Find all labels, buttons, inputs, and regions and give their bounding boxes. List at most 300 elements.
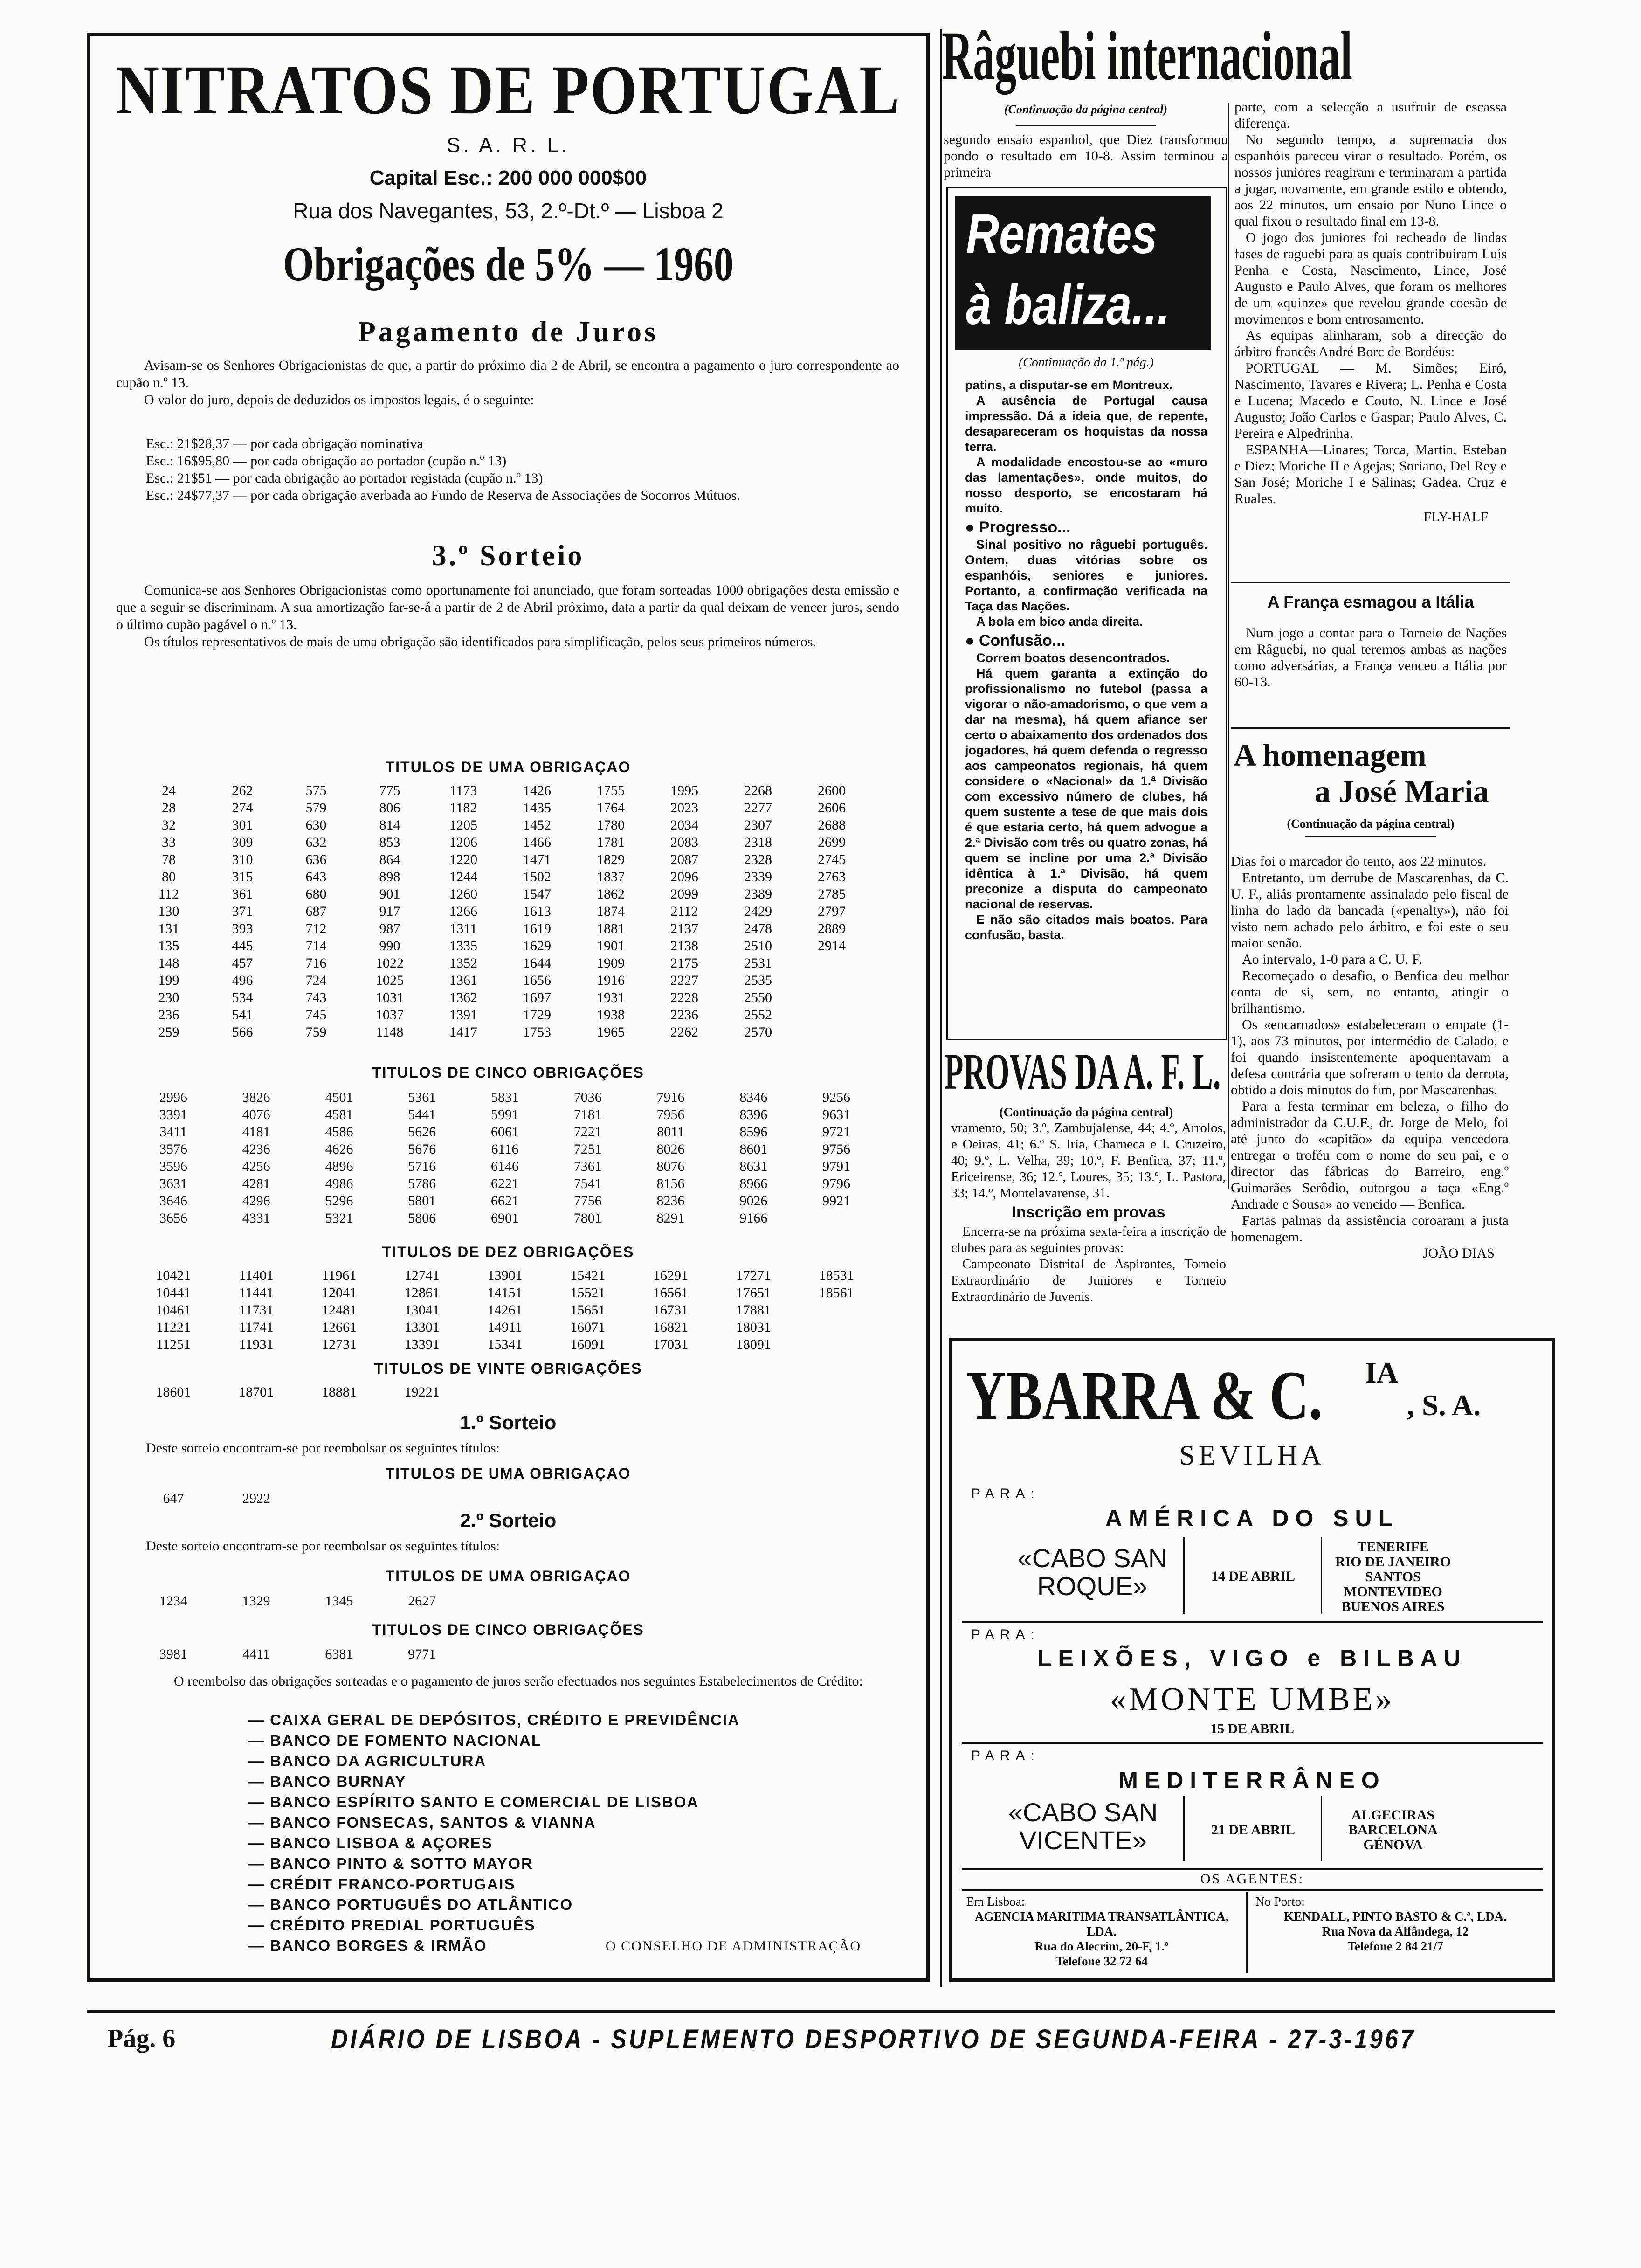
bond-number: 236	[158, 1007, 179, 1023]
divider	[1231, 582, 1510, 583]
ybarra-sa: , S. A.	[1407, 1389, 1481, 1422]
bond-number: 135	[158, 938, 179, 954]
bond-number: 759	[305, 1024, 327, 1040]
dest-america: AMÉRICA DO SUL	[1105, 1505, 1400, 1531]
bond-number: 1629	[523, 938, 551, 954]
bond-number: 2429	[744, 904, 772, 919]
bond-number: 18701	[239, 1384, 274, 1400]
rates-list	[146, 435, 901, 504]
bond-number: 1260	[449, 886, 477, 902]
bond-number: 2262	[670, 1024, 698, 1040]
bond-number: 4986	[325, 1176, 353, 1191]
bond-number: 310	[232, 852, 253, 867]
bond-number: 14911	[488, 1320, 522, 1335]
bond-number: 2627	[408, 1593, 436, 1609]
raguebi-byline: FLY-HALF	[1423, 509, 1488, 525]
bond-number: 853	[379, 835, 400, 850]
sorteio1-text: Deste sorteio encontram-se por reembolsar os seguintes títulos:	[146, 1440, 500, 1456]
bond-number: 4586	[325, 1124, 353, 1140]
ship-cabo-san-vicente: «CABO SAN VICENTE»	[1008, 1798, 1158, 1855]
bond-number: 112	[159, 886, 179, 902]
bond-number: 457	[232, 955, 253, 971]
remates-title-1: Remates	[966, 203, 1158, 265]
s2-t1-title: TITULOS DE UMA OBRIGAÇAO	[385, 1568, 631, 1584]
bond-number: 12661	[321, 1320, 357, 1335]
bond-number: 1502	[523, 869, 551, 885]
bond-number: 1345	[325, 1593, 353, 1609]
bond-number: 15651	[570, 1302, 606, 1318]
bond-number: 1329	[242, 1593, 270, 1609]
bond-number: 5676	[408, 1141, 436, 1157]
bond-number: 7756	[573, 1193, 602, 1209]
bond-number: 7956	[656, 1107, 685, 1122]
divider	[1246, 1892, 1248, 1973]
bond-number: 8236	[656, 1193, 685, 1209]
port-name: GÉNOVA	[1363, 1837, 1423, 1853]
divider	[1183, 1796, 1185, 1861]
bond-number: 2268	[744, 783, 772, 798]
address-label: Rua dos Navegantes, 53, 2.º-Dt.º — Lisboa 2	[293, 199, 724, 223]
t20-title: TITULOS DE VINTE OBRIGAÇÕES	[374, 1360, 642, 1377]
bond-number	[795, 954, 869, 972]
bond-number: 1362	[449, 990, 477, 1005]
bond-number: 16731	[653, 1302, 689, 1318]
nitratos-advertisement	[87, 33, 930, 1982]
bond-number: 28	[162, 800, 176, 816]
para-label: PARA:	[971, 1486, 1040, 1501]
bond-title: Obrigações de 5% — 1960	[283, 237, 734, 291]
bond-number: 1909	[597, 955, 625, 971]
bond-number: 1266	[449, 904, 477, 919]
bank-item: — BANCO ESPÍRITO SANTO E COMERCIAL DE LISBOA	[248, 1793, 699, 1811]
date-3: 21 DE ABRIL	[1211, 1822, 1296, 1838]
bond-number: 745	[305, 1007, 327, 1023]
bond-number: 11731	[239, 1302, 274, 1318]
bond-number: 864	[379, 852, 400, 867]
remates-continuation: (Continuação da 1.ª pág.)	[1018, 355, 1154, 370]
bond-number: 199	[158, 973, 179, 988]
bond-number: 2318	[744, 835, 772, 850]
bond-number: 2699	[818, 835, 846, 850]
bond-number: 8346	[739, 1090, 768, 1105]
bond-number: 9771	[408, 1646, 436, 1662]
bond-number: 2914	[818, 938, 846, 954]
bond-number: 5806	[408, 1210, 436, 1226]
s1-numbers	[132, 1490, 298, 1507]
remates-border	[946, 187, 1227, 188]
bond-number	[795, 1319, 878, 1336]
remates-text: patins, a disputar-se em Montreux. A ausência de Portugal causa impressão. Dá a ideia que, de repente, desapareceram os hoquistas da nossa terra. A modalidade encostou-se ao «muro das lamentações», onde muitos, do nosso desporto, se encostaram há muito. ● Progresso... Sinal positivo no râguebi português. Ontem, duas vitórias sobre os espanhóis, seniores e juniores. Portanto, a confirmação verificada na Taça das Nações. A bola em bico anda direita. ● Confusão... Correm boatos desencontrados. Há quem garanta a extinção do profissionalismo no futebol (passa a vigorar o não-amadorismo, o que vem a dar na mesma), há quem afiance ser certo o abaixamento dos ordenados dos jogadores, há quem defenda o regresso aos campeonatos regionais, há quem considere o «Nacional» da 1.ª Divisão com excessivo número de clubes, há quem sustente a tese de que mais dois é que estaria certo, há quem advogue a 2.ª Divisão com três ou quatro zonas, há quem se incline por uma 2.ª Divisão idêntica à 1.ª Divisão, há quem preconize a disputa do campeonato nacional de reservas. E não são citados mais boatos. Para confusão, basta.	[965, 378, 1207, 942]
bond-number: 3576	[159, 1141, 187, 1157]
bond-number: 16091	[570, 1337, 606, 1352]
bond-number: 8966	[739, 1176, 768, 1191]
bond-number	[795, 972, 869, 989]
ship-cabo-san-roque: «CABO SAN ROQUE»	[1017, 1543, 1167, 1601]
divider	[1016, 125, 1156, 126]
remates-title-2: à baliza...	[966, 274, 1170, 336]
s1-t1-title: TITULOS DE UMA OBRIGAÇAO	[385, 1465, 631, 1482]
bond-number: 12861	[404, 1285, 440, 1300]
bond-number	[795, 1301, 878, 1319]
t10-numbers-table	[132, 1267, 878, 1353]
rate-line: Esc.: 21$28,37 — por cada obrigação nominativa	[146, 436, 423, 451]
bond-number: 1837	[597, 869, 625, 885]
page-footer	[0, 2010, 1641, 2061]
t20-numbers-table	[132, 1383, 463, 1401]
franca-title: A França esmagou a Itália	[1267, 592, 1474, 611]
bond-number: 5786	[408, 1176, 436, 1191]
bond-number: 8631	[739, 1159, 768, 1174]
bond-number: 3981	[159, 1646, 187, 1662]
homenagem-byline: JOÃO DIAS	[1422, 1245, 1495, 1261]
bond-number: 32	[162, 817, 176, 833]
bond-number: 5626	[408, 1124, 436, 1140]
para-label: PARA:	[971, 1627, 1040, 1642]
port-name: SANTOS	[1365, 1569, 1421, 1584]
t5-numbers-table	[132, 1089, 878, 1227]
bond-number: 9721	[822, 1124, 851, 1140]
bond-number: 4256	[242, 1159, 270, 1174]
bond-number: 1965	[597, 1024, 625, 1040]
port-name: TENERIFE	[1357, 1539, 1429, 1555]
bond-number: 17651	[736, 1285, 771, 1300]
bond-number: 575	[305, 783, 327, 798]
bond-number: 1916	[597, 973, 625, 988]
bond-number: 632	[305, 835, 327, 850]
bond-number: 2023	[670, 800, 698, 816]
raguebi-headline-box	[942, 19, 1469, 93]
bond-number: 2922	[242, 1491, 270, 1506]
bond-number: 7036	[573, 1090, 602, 1105]
bond-number: 6116	[491, 1141, 519, 1157]
bond-number: 4181	[242, 1124, 270, 1140]
bond-number: 16071	[570, 1320, 606, 1335]
bond-number: 12041	[321, 1285, 357, 1300]
bond-number: 806	[379, 800, 400, 816]
bond-number: 2328	[744, 852, 772, 867]
agent-lisboa: Em Lisboa: AGENCIA MARITIMA TRANSATLÂNTICA, LDA. Rua do Alecrim, 20-F, 1.º Telefone 32 72 64	[966, 1895, 1229, 1968]
bond-number: 315	[232, 869, 253, 885]
bond-number: 10461	[156, 1302, 191, 1318]
payment-title: Pagamento de Juros	[358, 316, 659, 348]
bond-number: 259	[158, 1024, 179, 1040]
bond-number: 1426	[523, 783, 551, 798]
bond-number: 4411	[242, 1646, 270, 1662]
bond-number: 2137	[670, 921, 698, 936]
bond-number: 11251	[156, 1337, 191, 1352]
bond-number: 2688	[818, 817, 846, 833]
bond-number: 1335	[449, 938, 477, 954]
bank-item: — BANCO PINTO & SOTTO MAYOR	[248, 1855, 533, 1872]
s2-t1-numbers	[132, 1592, 463, 1610]
raguebi-title: Râguebi internacional	[942, 17, 1352, 95]
bond-number: 2606	[818, 800, 846, 816]
bank-item: — BANCO BORGES & IRMÃO	[248, 1937, 487, 1954]
bond-number: 10421	[156, 1268, 191, 1283]
bond-number: 17881	[736, 1302, 771, 1318]
divider	[1183, 1537, 1185, 1614]
bond-number: 148	[158, 955, 179, 971]
sarl-label: S. A. R. L.	[446, 134, 570, 157]
bond-number: 1220	[449, 852, 477, 867]
bond-number: 9256	[822, 1090, 851, 1105]
port-name: BUENOS AIRES	[1341, 1599, 1445, 1614]
bank-item: — BANCO PORTUGUÊS DO ATLÂNTICO	[248, 1896, 573, 1913]
page-number: Pág. 6	[107, 2024, 176, 2053]
bond-number: 2307	[744, 817, 772, 833]
bond-number: 2099	[670, 886, 698, 902]
inscricao-heading: Inscrição em provas	[1012, 1203, 1165, 1221]
bond-number: 898	[379, 869, 400, 885]
bond-number: 1311	[449, 921, 477, 936]
bond-number: 7361	[573, 1159, 602, 1174]
bond-number: 534	[232, 990, 253, 1005]
bond-number: 2389	[744, 886, 772, 902]
bond-number: 712	[305, 921, 327, 936]
ybarra-title-sup: IA	[1365, 1356, 1399, 1389]
bond-number: 2745	[818, 852, 846, 867]
bond-number: 16291	[653, 1268, 689, 1283]
t1-title: TITULOS DE UMA OBRIGAÇAO	[385, 759, 631, 775]
bond-number: 1780	[597, 817, 625, 833]
remates-border	[1226, 187, 1227, 1040]
divider	[1321, 1796, 1322, 1861]
bond-number: 1234	[159, 1593, 187, 1609]
bank-item: — BANCO DA AGRICULTURA	[248, 1752, 487, 1770]
remates-banner	[955, 196, 1211, 350]
bond-number: 2083	[670, 835, 698, 850]
raguebi-right-text: parte, com a selecção a usufruir de escassa diferença. No segundo tempo, a supremacia dos espanhóis pareceu virar o resultado. Porém, os nossos juniores reagiram e terminaram a partida a jogar, novamente, em grande estilo e obtendo, aos 22 minutos, um ensaio por Nuno Lince o qual fixou o resultado final em 13-8. O jogo dos juniores foi recheado de lindas fases de raguebi para as quais contribuiram Luís Penha e Costa, Nascimento, Lince, José Augusto e Paulo Alves, que foram os melhores de um «quinze» que revelou grande coesão de movimentos e bom entrosamento. As equipas alinharam, sob a direcção do árbitro francês André Borc de Bordéus: PORTUGAL — M. Simões; Eiró, Nascimento, Tavares e Rivera; L. Penha e Costa e Lucena; Macedo e Couto, N. Lince e José Augusto; João Carlos e Gaspar; Paulo Alves, C. Pereira e Alpedrinha. ESPANHA—Linares; Torca, Martin, Esteban e Diez; Moriche II e Agejas; Soriano, Del Rey e San José; Moriche I e Salinas; Gadea. Cruz e Ruales. FLY-HALF	[1234, 99, 1507, 525]
bond-number: 1874	[597, 904, 625, 919]
bond-number	[795, 1006, 869, 1023]
bond-number: 9631	[822, 1107, 851, 1122]
bond-number	[795, 1023, 869, 1041]
bond-number: 566	[232, 1024, 253, 1040]
bond-number: 80	[162, 869, 176, 885]
bond-number: 9026	[739, 1193, 768, 1209]
bond-number: 1729	[523, 1007, 551, 1023]
bond-number: 230	[158, 990, 179, 1005]
raguebi-continuation: (Continuação da página central)	[1004, 103, 1168, 116]
t1-numbers-table	[132, 782, 869, 1041]
provas-continuation: (Continuação da página central)	[999, 1105, 1173, 1119]
bond-number: 579	[305, 800, 327, 816]
bond-number: 18031	[736, 1320, 771, 1335]
bond-number: 11741	[239, 1320, 274, 1335]
bond-number: 5716	[408, 1159, 436, 1174]
bond-number: 8076	[656, 1159, 685, 1174]
bond-number: 9921	[822, 1193, 851, 1209]
bond-number	[795, 1336, 878, 1353]
divider	[1231, 727, 1510, 729]
confusao-heading: ● Confusão...	[965, 632, 1066, 650]
bond-number: 643	[305, 869, 327, 885]
bond-number: 445	[232, 938, 253, 954]
bond-number: 1753	[523, 1024, 551, 1040]
bond-number: 5296	[325, 1193, 353, 1209]
bond-number: 724	[305, 973, 327, 988]
dest-leixoes: LEIXÕES, VIGO e BILBAU	[1037, 1645, 1467, 1671]
provas-headline-box	[945, 1044, 1229, 1099]
footer-title: DIÁRIO DE LISBOA - SUPLEMENTO DESPORTIVO DE SEGUNDA-FEIRA - 27-3-1967	[331, 2024, 1416, 2054]
rate-line: Esc.: 24$77,37 — por cada obrigação averbada ao Fundo de Reserva de Associações de Socorros Mútuos.	[146, 488, 740, 503]
bond-number: 1938	[597, 1007, 625, 1023]
bond-number: 8396	[739, 1107, 768, 1122]
bond-number: 5831	[490, 1090, 519, 1105]
bond-number: 1764	[597, 800, 625, 816]
bond-number: 775	[379, 783, 400, 798]
bond-number: 5801	[408, 1193, 436, 1209]
bond-number: 17031	[653, 1337, 689, 1352]
capital-label: Capital Esc.: 200 000 000$00	[369, 166, 647, 189]
bond-number: 4236	[242, 1141, 270, 1157]
bond-number: 11961	[322, 1268, 357, 1283]
divider	[1305, 836, 1436, 837]
bond-number: 10441	[156, 1285, 191, 1300]
bond-number: 5991	[490, 1107, 519, 1122]
bond-number: 2138	[670, 938, 698, 954]
bond-number: 19221	[404, 1384, 440, 1400]
bond-number: 2889	[818, 921, 846, 936]
bond-number: 814	[379, 817, 400, 833]
bond-number: 14151	[487, 1285, 523, 1300]
bond-number: 1881	[597, 921, 625, 936]
bond-number: 2227	[670, 973, 698, 988]
ybarra-advertisement	[949, 1338, 1555, 1982]
bond-number: 8011	[657, 1124, 684, 1140]
homenagem-title-2: a José Maria	[1315, 774, 1489, 809]
bond-number: 1619	[523, 921, 551, 936]
bond-number: 1352	[449, 955, 477, 971]
bond-number: 987	[379, 921, 400, 936]
homenagem-continuation: (Continuação da página central)	[1287, 817, 1455, 830]
bond-number: 12741	[404, 1268, 440, 1283]
bond-number: 18601	[156, 1384, 191, 1400]
bond-number: 3656	[159, 1210, 187, 1226]
para-label: PARA:	[971, 1748, 1040, 1763]
bond-number: 3631	[159, 1176, 187, 1191]
bond-number: 647	[163, 1491, 184, 1506]
bond-number: 274	[232, 800, 253, 816]
divider	[962, 1889, 1543, 1891]
bond-number: 1037	[376, 1007, 404, 1023]
bank-item: — BANCO DE FOMENTO NACIONAL	[248, 1732, 542, 1749]
bond-number: 2339	[744, 869, 772, 885]
bond-number: 2996	[159, 1090, 187, 1105]
bond-number: 2228	[670, 990, 698, 1005]
bond-number: 714	[305, 938, 327, 954]
agents-title: OS AGENTES:	[1200, 1871, 1304, 1887]
bond-number: 2087	[670, 852, 698, 867]
bond-number: 1025	[376, 973, 404, 988]
ship-monte-umbe: «MONTE UMBE»	[1110, 1681, 1395, 1717]
bond-number: 2096	[670, 869, 698, 885]
bond-number: 18561	[819, 1285, 854, 1300]
bond-number: 7181	[573, 1107, 602, 1122]
bond-number: 13301	[404, 1320, 440, 1335]
bond-number: 1182	[449, 800, 477, 816]
bond-number: 7916	[656, 1090, 685, 1105]
bond-number: 1829	[597, 852, 625, 867]
raguebi-left-text: segundo ensaio espanhol, que Diez transformou pondo o resultado em 10-8. Assim terminou a primeira	[944, 132, 1228, 180]
bond-number: 1547	[523, 886, 551, 902]
bond-number: 8596	[739, 1124, 768, 1140]
bond-number: 6381	[325, 1646, 353, 1662]
bond-number: 5361	[408, 1090, 436, 1105]
bond-number: 2510	[744, 938, 772, 954]
bond-number: 33	[162, 835, 176, 850]
bond-number: 496	[232, 973, 253, 988]
bond-number: 131	[158, 921, 179, 936]
bond-number: 2034	[670, 817, 698, 833]
bond-number: 393	[232, 921, 253, 936]
bond-number: 13391	[404, 1337, 440, 1352]
bond-number: 4076	[242, 1107, 270, 1122]
ports-mediterraneo	[1325, 1808, 1461, 1853]
bond-number: 11931	[239, 1337, 274, 1352]
bond-number: 4296	[242, 1193, 270, 1209]
bond-number: 8601	[739, 1141, 768, 1157]
bond-number: 2763	[818, 869, 846, 885]
bond-number: 1466	[523, 835, 551, 850]
bond-number: 680	[305, 886, 327, 902]
sorteio3-title: 3.º Sorteio	[432, 540, 585, 572]
bond-number: 5321	[325, 1210, 353, 1226]
bond-number: 1244	[449, 869, 477, 885]
bond-number: 6061	[490, 1124, 519, 1140]
bond-number: 6146	[490, 1159, 519, 1174]
ybarra-title: YBARRA & C.	[966, 1357, 1323, 1434]
bond-number: 716	[305, 955, 327, 971]
bond-number: 6901	[490, 1210, 519, 1226]
t10-title: TITULOS DE DEZ OBRIGAÇÕES	[382, 1244, 634, 1260]
divider	[962, 1868, 1543, 1870]
bond-number: 4581	[325, 1107, 353, 1122]
ports-america	[1325, 1540, 1461, 1614]
bond-number: 541	[232, 1007, 253, 1023]
bond-number: 8026	[656, 1141, 685, 1157]
signature: O CONSELHO DE ADMINISTRAÇÃO	[605, 1938, 862, 1954]
bond-number: 2535	[744, 973, 772, 988]
bond-number: 13041	[404, 1302, 440, 1318]
bond-number: 3596	[159, 1159, 187, 1174]
bond-number: 12731	[321, 1337, 357, 1352]
sorteio2-text: Deste sorteio encontram-se por reembolsar os seguintes títulos:	[146, 1538, 500, 1554]
sorteio1-title: 1.º Sorteio	[460, 1411, 557, 1433]
bond-number: 4626	[325, 1141, 353, 1157]
bond-number: 2531	[744, 955, 772, 971]
bond-number: 990	[379, 938, 400, 954]
ybarra-city: SEVILHA	[1179, 1440, 1325, 1471]
bond-number: 1148	[376, 1024, 404, 1040]
bond-number: 1435	[523, 800, 551, 816]
bond-number: 1931	[597, 990, 625, 1005]
bond-number: 1781	[597, 835, 625, 850]
bank-item: — BANCO BURNAY	[248, 1773, 407, 1790]
sorteio2-title: 2.º Sorteio	[460, 1509, 557, 1531]
bond-number: 11441	[239, 1285, 274, 1300]
divider	[962, 1621, 1543, 1623]
bond-number: 1206	[449, 835, 477, 850]
column-divider	[940, 29, 942, 1987]
bond-number: 8291	[656, 1210, 685, 1226]
provas-text: vramento, 50; 3.º, Zambujalense, 44; 4.º, Arrolos, e Oeiras, 41; 6.º S. Iria, Charneca e I. Cruzeiro, 40; 9.º, L. Velha, 39; 10.º, F. Benfica, 37; 11.º, Ericeirense, 36; 12.º, Loures, 35; 13.º, L. Pastora, 33; 14.º, Montelavarense, 31. Inscrição em provas Encerra-se na próxima sexta-feira a inscrição de clubes para as seguintes provas: Campeonato Distrital de Aspirantes, Torneio Extraordinário de Juniores e Torneio Extraordinário de Juvenis.	[951, 1120, 1226, 1304]
bond-number: 14261	[487, 1302, 523, 1318]
bond-number: 309	[232, 835, 253, 850]
bank-item: — CRÉDITO PREDIAL PORTUGUÊS	[248, 1916, 536, 1934]
bond-number: 1452	[523, 817, 551, 833]
bond-number: 3391	[159, 1107, 187, 1122]
